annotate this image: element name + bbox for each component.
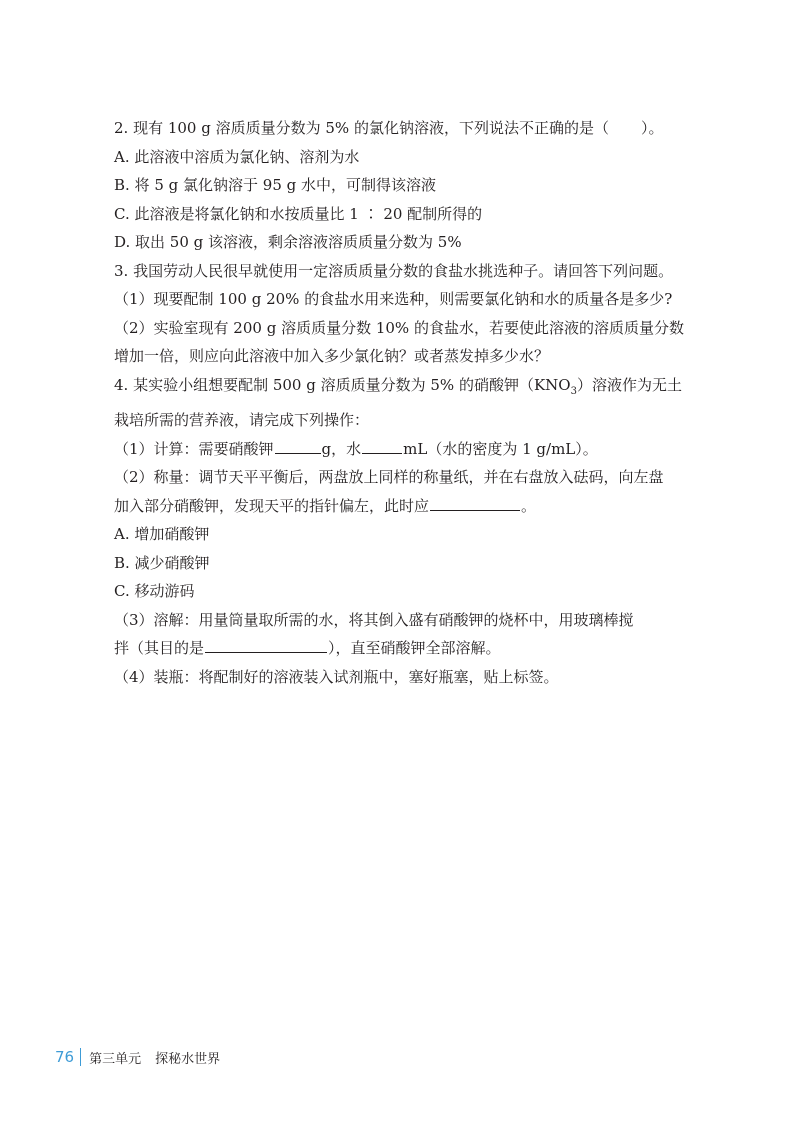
subscript: 3: [570, 385, 577, 397]
q4-p2-text: 加入部分硝酸钾，发现天平的指针偏左，此时应: [114, 496, 430, 515]
q4-part-3-line2: [114, 634, 694, 663]
page-footer: [55, 1046, 220, 1068]
q4-part-3-line1: （3）溶解：用量筒量取所需的水，将其倒入盛有硝酸钾的烧杯中，用玻璃棒搅: [114, 610, 634, 629]
q3-part-1: （1）现要配制 100 g 20% 的食盐水用来选种，则需要氯化钠和水的质量各是多少?: [114, 290, 673, 308]
q4-part-4: （4）装瓶：将配制好的溶液装入试剂瓶中，塞好瓶塞，贴上标签。: [114, 667, 559, 686]
q2-stem: [114, 114, 694, 143]
q2-option-b: B. 将 5 g 氯化钠溶于 95 g 水中，可制得该溶液: [114, 176, 437, 194]
q4-p1-text-mid: g，水: [321, 439, 362, 458]
q4-part-1: [114, 435, 694, 464]
footer-divider: [80, 1048, 81, 1066]
q2-stem-text: 2. 现有 100 g 溶质质量分数为 5% 的氯化钠溶液，下列说法不正确的是（: [114, 119, 609, 137]
q4-p1-text: （1）计算：需要硝酸钾: [114, 439, 274, 458]
fill-blank-action: [430, 496, 520, 511]
fill-blank-water-volume: [362, 439, 402, 454]
unit-label: 第三单元: [89, 1051, 142, 1067]
q4-stem-text-end: ）溶液作为无土: [576, 375, 682, 394]
q4-p1-text-end: mL（水的密度为 1 g/mL）。: [403, 439, 598, 458]
q4-stem-text: 4. 某实验小组想要配制 500 g 溶质质量分数为 5% 的硝酸钾（KNO: [114, 375, 571, 394]
q4-option-c: C. 移动游码: [114, 582, 195, 600]
fill-blank-purpose: [205, 638, 327, 653]
q4-stem-line2: 栽培所需的营养液，请完成下列操作：: [114, 411, 370, 429]
q4-stem-line1: [114, 371, 694, 407]
q4-part-2-line2: [114, 492, 694, 521]
q3-part-2-line2: 增加一倍，则应向此溶液中加入多少氯化钠？或者蒸发掉多少水？: [114, 347, 550, 365]
page-number: 76: [55, 1048, 75, 1066]
q2-option-d: D. 取出 50 g 该溶液，剩余溶液溶质质量分数为 5%: [114, 233, 462, 251]
q2-option-a: A. 此溶液中溶质为氯化钠、溶剂为水: [114, 147, 360, 166]
q4-p2-text-end: 。: [521, 496, 537, 515]
q4-p3-text-end: ），直至硝酸钾全部溶解。: [328, 639, 501, 657]
q2-stem-end: ）。: [640, 119, 664, 137]
q4-p3-text: 拌（其目的是: [114, 639, 205, 657]
q4-part-2-line1: （2）称量：调节天平平衡后，两盘放上同样的称量纸，并在右盘放入砝码，向左盘: [114, 468, 664, 486]
q3-stem: 3. 我国劳动人民很早就使用一定溶质质量分数的食盐水挑选种子。请回答下列问题。: [114, 261, 674, 280]
q4-option-a: A. 增加硝酸钾: [114, 525, 210, 543]
q4-option-b: B. 减少硝酸钾: [114, 553, 210, 572]
q2-option-c: C. 此溶液是将氯化钠和水按质量比 1 ∶ 20 配制所得的: [114, 204, 483, 223]
fill-blank-kno3-mass: [275, 439, 321, 454]
q3-part-2-line1: （2）实验室现有 200 g 溶质质量分数 10% 的食盐水，若要使此溶液的溶质质量分数: [114, 318, 684, 337]
unit-title: 探秘水世界: [155, 1051, 221, 1067]
exercise-content: [114, 114, 694, 691]
